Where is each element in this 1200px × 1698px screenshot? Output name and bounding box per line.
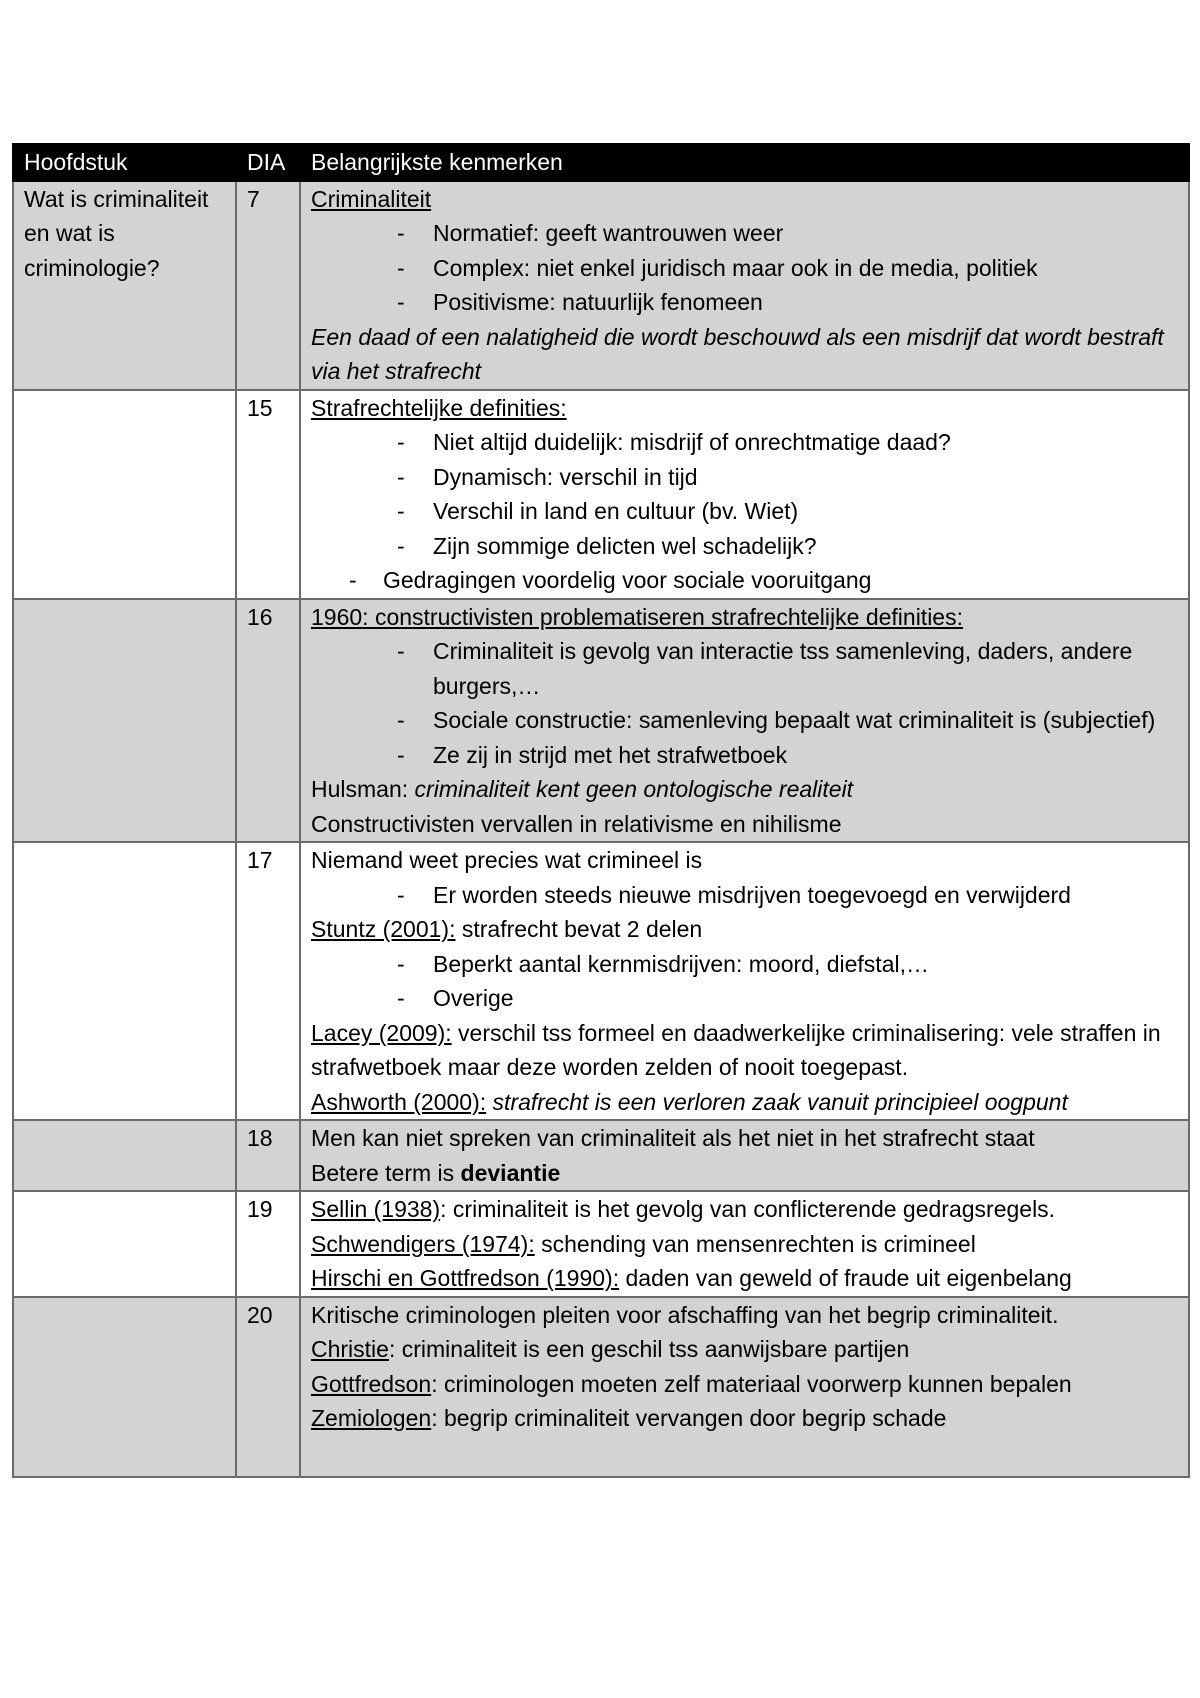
row-title: Criminaliteit: [311, 185, 432, 212]
schwendigers-line: Schwendigers (1974): schending van mensenrechten is crimineel: [311, 1230, 976, 1257]
header-kenmerken: Belangrijkste kenmerken: [300, 144, 1189, 181]
row-title: 1960: constructivisten problematiseren strafrechtelijke definities:: [311, 603, 963, 630]
summary-table: [12, 143, 1190, 1478]
table-header-row: [13, 144, 1189, 181]
dia-cell: 17: [236, 842, 300, 1120]
list-item: - Beperkt aantal kernmisdrijven: moord, diefstal,…: [397, 950, 929, 977]
list-item: - Ze zij in strijd met het strafwetboek: [397, 741, 788, 768]
table-row: [13, 599, 1189, 843]
row-title: Strafrechtelijke definities:: [311, 394, 567, 421]
zemiologen-line: Zemiologen: begrip criminaliteit vervangen door begrip schade: [311, 1405, 947, 1431]
hirschi-line: Hirschi en Gottfredson (1990): daden van geweld of fraude uit eigenbelang: [311, 1265, 1072, 1291]
list-item: - Zijn sommige delicten wel schadelijk?: [397, 532, 817, 559]
list-item: - Normatief: geeft wantrouwen weer: [397, 220, 784, 246]
table-row: [13, 1297, 1189, 1477]
intro-line: Niemand weet precies wat crimineel is: [311, 847, 703, 873]
stuntz-line: Stuntz (2001): strafrecht bevat 2 delen: [311, 916, 703, 942]
table-row: [13, 1120, 1189, 1191]
content-cell: [300, 1191, 1189, 1297]
table-row: [13, 181, 1189, 390]
content-cell: [300, 1120, 1189, 1191]
chapter-cell: [13, 1120, 236, 1191]
dia-cell: 18: [236, 1120, 300, 1191]
list-item: - Dynamisch: verschil in tijd: [397, 463, 698, 490]
christie-line: Christie: criminaliteit is een geschil tss aanwijsbare partijen: [311, 1336, 910, 1362]
statement-line: Men kan niet spreken van criminaliteit als het niet in het strafrecht staat: [311, 1125, 1035, 1151]
table-row: [13, 390, 1189, 599]
list-item: - Sociale constructie: samenleving bepaalt wat criminaliteit is (subjectief): [397, 707, 1156, 733]
list-item: - Complex: niet enkel juridisch maar ook in de media, politiek: [397, 254, 1038, 281]
hulsman-line: Hulsman: criminaliteit kent geen ontologische realiteit: [311, 776, 854, 802]
dia-cell: 19: [236, 1191, 300, 1297]
critical-line: Kritische criminologen pleiten voor afschaffing van het begrip criminaliteit.: [311, 1301, 1059, 1328]
definition-text: Een daad of een nalatigheid die wordt beschouwd als een misdrijf dat wordt bestraft via het strafrecht: [311, 323, 1164, 384]
dia-cell: 15: [236, 390, 300, 599]
content-cell: [300, 842, 1189, 1120]
content-cell: [300, 599, 1189, 843]
list-item: - Verschil in land en cultuur (bv. Wiet): [397, 498, 799, 524]
chapter-cell: Wat is criminaliteit en wat is criminologie?: [13, 181, 236, 390]
chapter-cell: [13, 390, 236, 599]
content-cell: [300, 1297, 1189, 1477]
content-cell: [300, 390, 1189, 599]
chapter-cell: [13, 599, 236, 843]
list-item: - Gedragingen voordelig voor sociale vooruitgang: [349, 567, 872, 593]
list-item: - Niet altijd duidelijk: misdrijf of onrechtmatige daad?: [397, 429, 951, 455]
chapter-cell: [13, 1191, 236, 1297]
list-item: - Overige: [397, 985, 514, 1011]
chapter-cell: [13, 1297, 236, 1477]
term-line: Betere term is deviantie: [311, 1159, 561, 1186]
ashworth-line: Ashworth (2000): strafrecht is een verloren zaak vanuit principieel oogpunt: [311, 1088, 1068, 1115]
sellin-line: Sellin (1938): criminaliteit is het gevolg van conflicterende gedragsregels.: [311, 1196, 1056, 1222]
list-item: - Er worden steeds nieuwe misdrijven toegevoegd en verwijderd: [397, 881, 1071, 908]
blank-space: [311, 1436, 1178, 1476]
table-row: [13, 842, 1189, 1120]
lacey-line: Lacey (2009): verschil tss formeel en daadwerkelijke criminalisering: vele straffen in strafwetboek maar deze worden zelden of nooit toegepast.: [311, 1019, 1161, 1080]
dia-cell: 16: [236, 599, 300, 843]
gottfredson-line: Gottfredson: criminologen moeten zelf materiaal voorwerp kunnen bepalen: [311, 1370, 1072, 1397]
chapter-cell: [13, 842, 236, 1120]
list-item: - Positivisme: natuurlijk fenomeen: [397, 289, 763, 315]
table-row: [13, 1191, 1189, 1297]
list-item: - Criminaliteit is gevolg van interactie tss samenleving, daders, andere burgers,…: [397, 638, 1133, 699]
closing-line: Constructivisten vervallen in relativisme en nihilisme: [311, 810, 842, 837]
dia-cell: 20: [236, 1297, 300, 1477]
header-dia: DIA: [236, 144, 300, 181]
dia-cell: 7: [236, 181, 300, 390]
header-hoofdstuk: Hoofdstuk: [13, 144, 236, 181]
content-cell: [300, 181, 1189, 390]
